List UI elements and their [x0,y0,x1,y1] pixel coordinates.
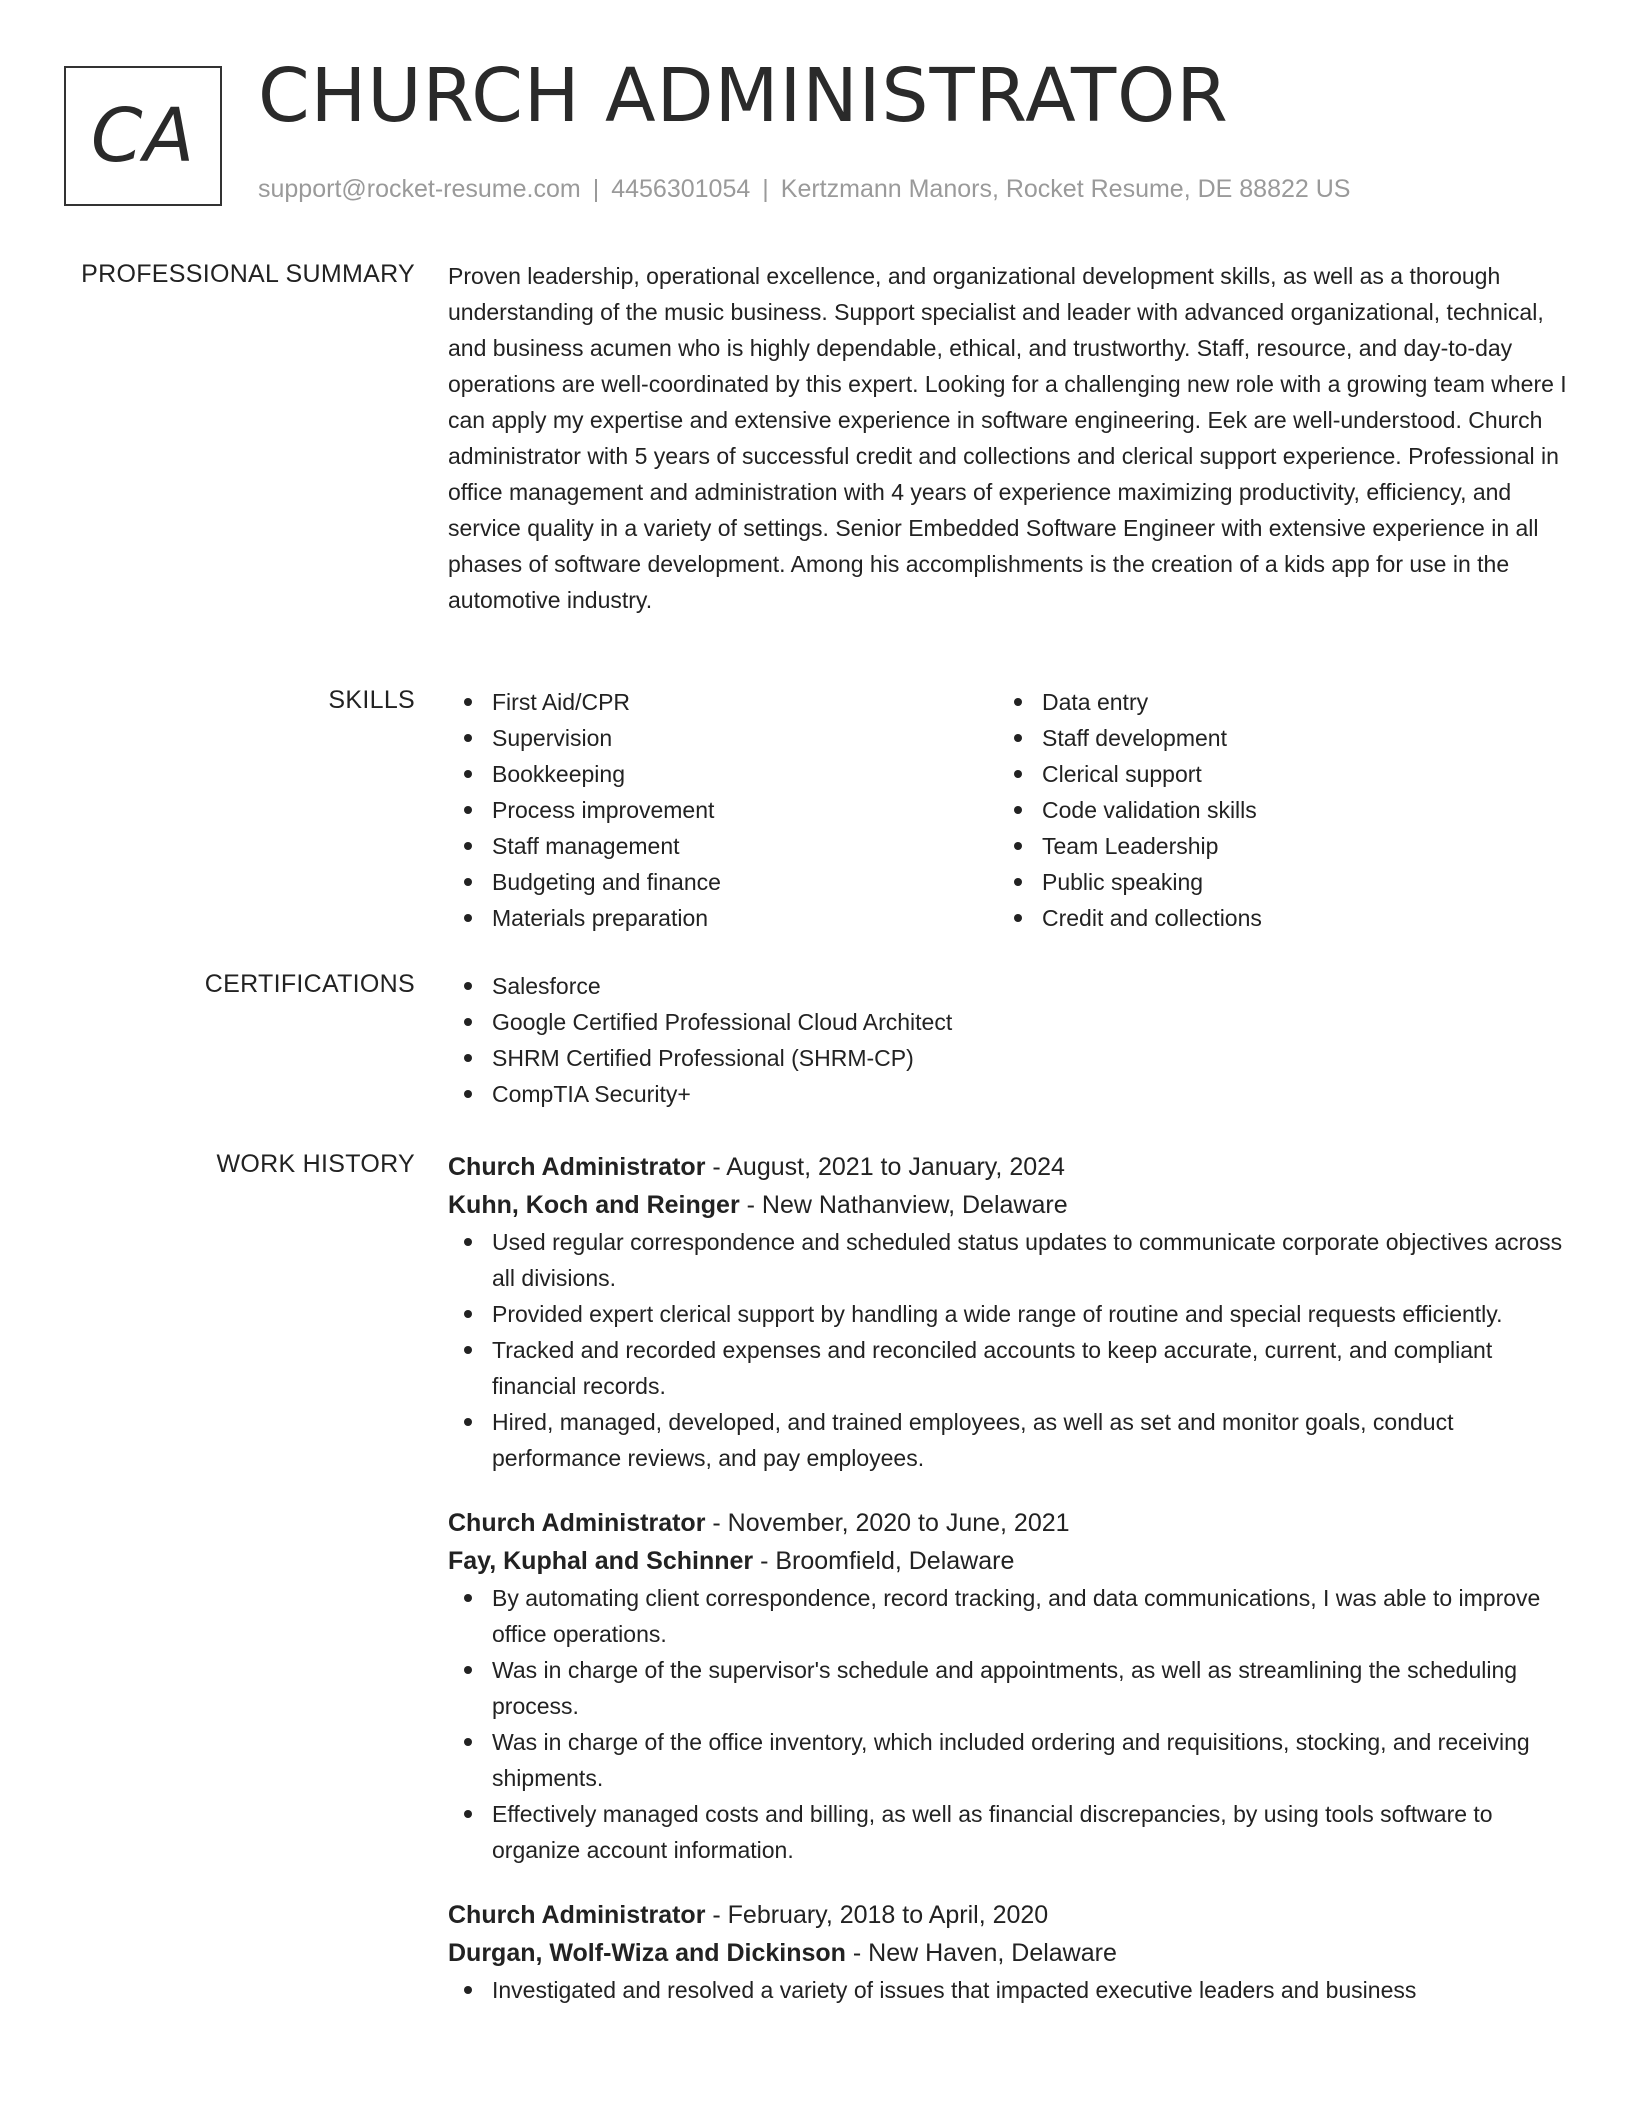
list-item: Was in charge of the office inventory, which included ordering and requisitions, stocking, and receiving shipments. [448,1724,1568,1796]
list-item: Budgeting and finance [448,864,998,900]
skills-body [448,684,1568,936]
job-location: - New Haven, Delaware [845,1939,1117,1967]
list-item: Data entry [998,684,1548,720]
list-item: Was in charge of the supervisor's schedule and appointments, as well as streamlining the scheduling process. [448,1652,1568,1724]
job-entry [448,1504,1568,1868]
monogram-initials: CA [90,93,196,179]
job-company-line [448,1934,1568,1972]
certifications-list [448,968,1568,1112]
job-entry [448,1896,1568,2008]
list-item: Supervision [448,720,998,756]
job-company-line [448,1542,1568,1580]
job-location: - New Nathanview, Delaware [739,1191,1068,1219]
list-item: Hired, managed, developed, and trained employees, as well as set and monitor goals, conduct performance reviews, and pay employees. [448,1404,1568,1476]
list-item: Materials preparation [448,900,998,936]
job-company: Fay, Kuphal and Schinner [448,1547,754,1575]
section-label-certifications: CERTIFICATIONS [204,970,415,998]
contact-phone: 4456301054 [611,175,751,203]
job-location: - Broomfield, Delaware [753,1547,1015,1575]
list-item: Process improvement [448,792,998,828]
list-item: CompTIA Security+ [448,1076,1568,1112]
list-item: By automating client correspondence, record tracking, and data communications, I was able to improve office operations. [448,1580,1568,1652]
summary-text: Proven leadership, operational excellence, and organizational development skills, as well as a thorough understanding of the music business. Support specialist and leader with advanced organizational, technical, and business acumen who is highly dependable, ethical, and trustworthy. Staff, resource, and day-to-day operations are well-coordinated by this expert. Looking for a challenging new role with a growing team where I can apply my expertise and extensive experience in software engineering. Eek are well-understood. Church administrator with 5 years of successful credit and collections and clerical support experience. Professional in office management and administration with 4 years of experience maximizing productivity, efficiency, and service quality in a variety of settings. Senior Embedded Software Engineer with extensive experience in all phases of software development. Among his accomplishments is the creation of a kids app for use in the automotive industry. [448,263,1567,613]
list-item: Clerical support [998,756,1548,792]
job-bullets [448,1972,1568,2008]
job-dates: - February, 2018 to April, 2020 [705,1901,1049,1929]
job-bullets [448,1580,1568,1868]
list-item: Google Certified Professional Cloud Architect [448,1004,1568,1040]
job-title-line [448,1148,1568,1186]
summary-body [448,258,1568,618]
list-item: Investigated and resolved a variety of issues that impacted executive leaders and business [448,1972,1568,2008]
list-item: Provided expert clerical support by handling a wide range of routine and special requests efficiently. [448,1296,1568,1332]
job-company: Durgan, Wolf-Wiza and Dickinson [448,1939,846,1967]
contact-address: Kertzmann Manors, Rocket Resume, DE 88822 US [780,175,1351,203]
list-item: Code validation skills [998,792,1548,828]
list-item: Salesforce [448,968,1568,1004]
list-item: Used regular correspondence and scheduled status updates to communicate corporate objectives across all divisions. [448,1224,1568,1296]
page-title: CHURCH ADMINISTRATOR [258,53,1229,139]
job-title: Church Administrator [448,1509,706,1537]
section-label-summary: PROFESSIONAL SUMMARY [81,260,415,288]
job-dates: - August, 2021 to January, 2024 [705,1153,1065,1181]
section-label-skills: SKILLS [328,686,415,714]
list-item: Bookkeeping [448,756,998,792]
list-item: Tracked and recorded expenses and reconciled accounts to keep accurate, current, and compliant financial records. [448,1332,1568,1404]
list-item: Credit and collections [998,900,1548,936]
skills-list-left [448,684,998,936]
job-title: Church Administrator [448,1901,706,1929]
list-item: First Aid/CPR [448,684,998,720]
contact-separator: | [592,175,600,203]
job-title-line [448,1504,1568,1542]
list-item: Effectively managed costs and billing, as well as financial discrepancies, by using tools software to organize account information. [448,1796,1568,1868]
skills-list-right [998,684,1548,936]
job-company: Kuhn, Koch and Reinger [448,1191,740,1219]
contact-email: support@rocket-resume.com [258,175,581,203]
job-company-line [448,1186,1568,1224]
job-entry [448,1148,1568,1476]
certifications-body [448,968,1568,1112]
list-item: Public speaking [998,864,1548,900]
job-title: Church Administrator [448,1153,706,1181]
section-label-work-history: WORK HISTORY [216,1150,415,1178]
list-item: SHRM Certified Professional (SHRM-CP) [448,1040,1568,1076]
contact-line [258,175,1350,204]
job-bullets [448,1224,1568,1476]
list-item: Staff development [998,720,1548,756]
job-title-line [448,1896,1568,1934]
list-item: Team Leadership [998,828,1548,864]
contact-separator: | [762,175,769,203]
monogram-box [64,66,222,206]
list-item: Staff management [448,828,998,864]
job-dates: - November, 2020 to June, 2021 [705,1509,1070,1537]
work-history-body [448,1148,1568,2036]
